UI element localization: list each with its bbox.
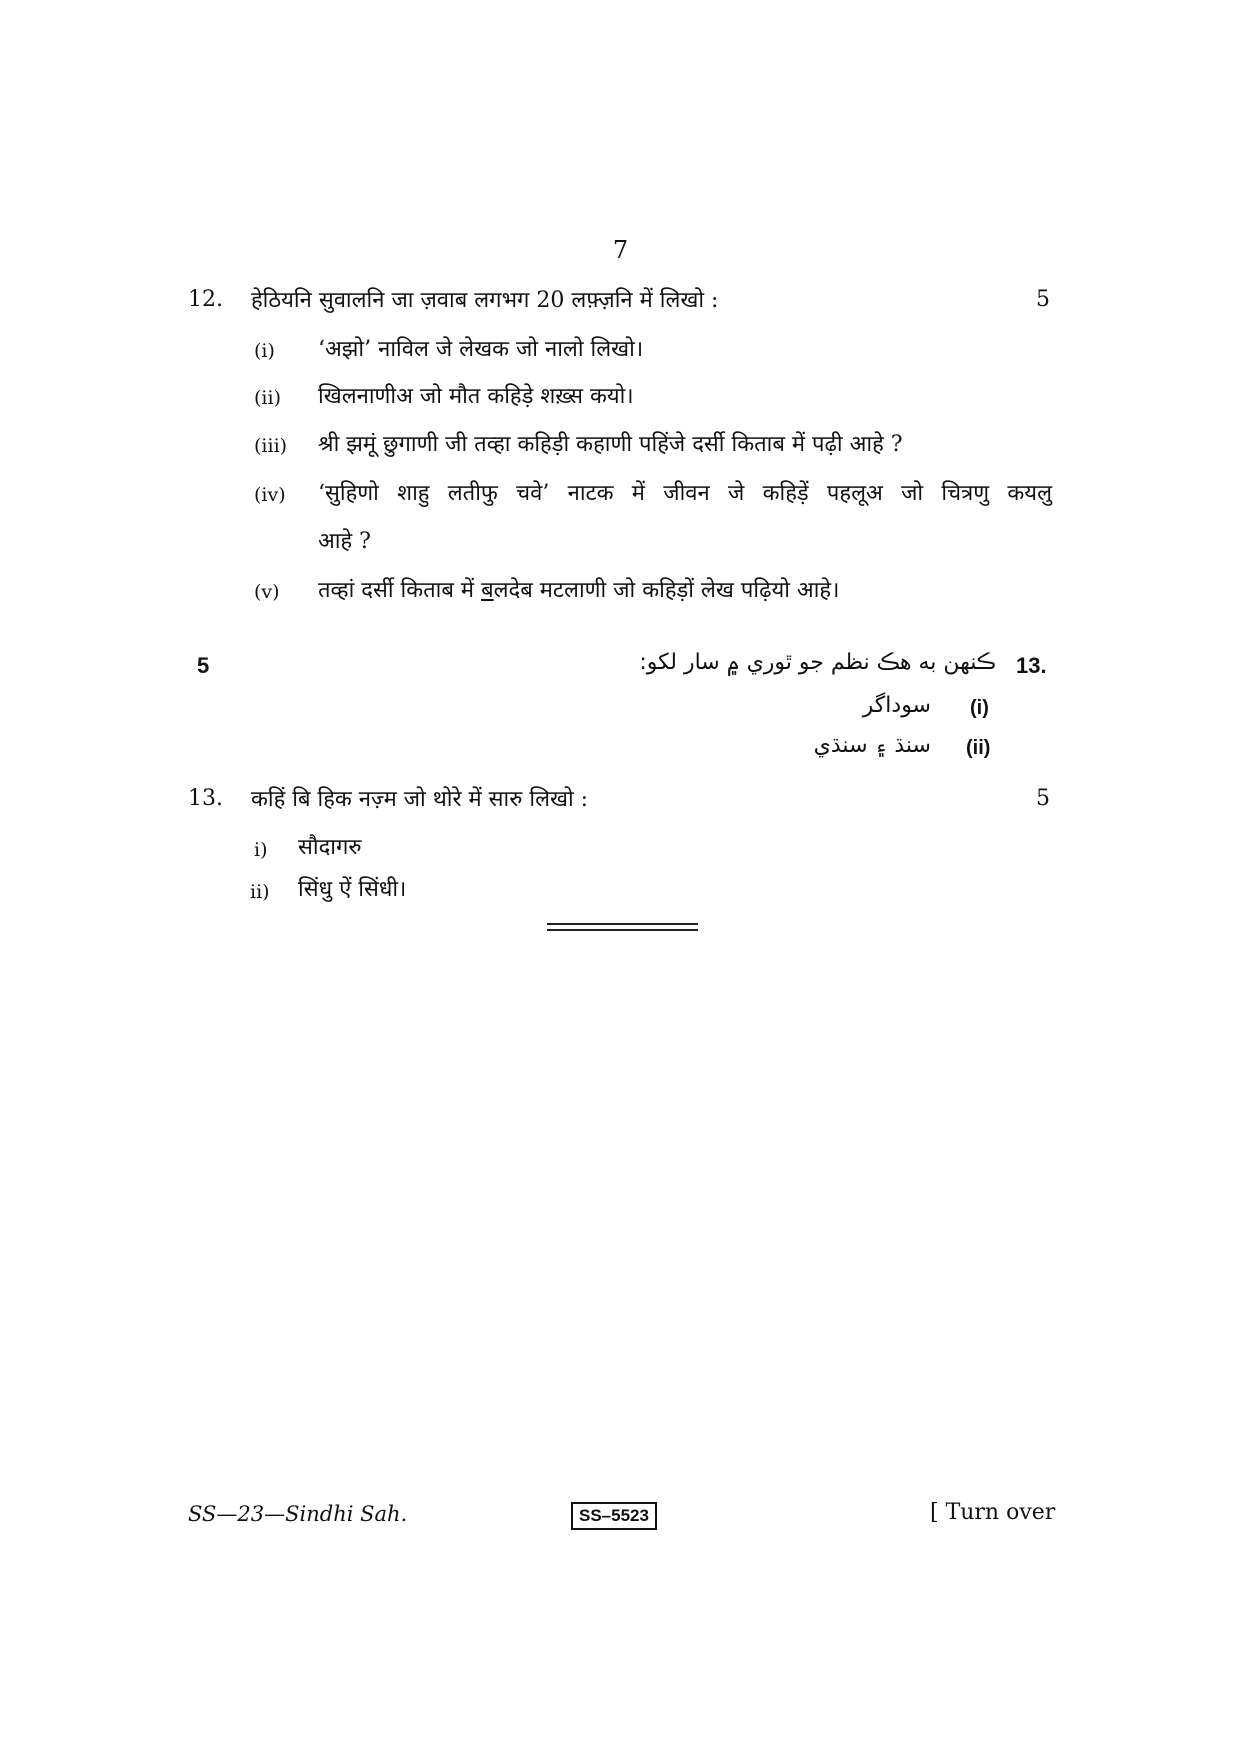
question-number: 12. bbox=[188, 287, 223, 312]
item-text-part: तव्हां दर्सी किताब में bbox=[318, 578, 482, 603]
item-text: सिंधु ऐं सिंधी। bbox=[298, 877, 407, 902]
item-text-continued: आहे ? bbox=[318, 529, 371, 554]
marks: 5 bbox=[1036, 786, 1050, 811]
item-text: سوداگر bbox=[862, 693, 931, 718]
footer-series-box: SS–5523 bbox=[571, 1502, 657, 1530]
question-text: ڪنهن به هڪ نظم جو ٿوري ۾ سار لکو: bbox=[639, 650, 996, 675]
item-text: ‘अझो’ नाविल जे लेखक जो नालो लिखो। bbox=[318, 337, 644, 362]
divider-rule bbox=[547, 929, 698, 931]
item-text bbox=[318, 428, 903, 458]
item-text-part: लदेब मटलाणी जो कहिड़ों लेख पढ़ियो आहे। bbox=[493, 578, 840, 603]
item-label: (ii) bbox=[254, 387, 281, 409]
item-text: سنڌ ۽ سنڌي bbox=[813, 733, 931, 758]
item-text bbox=[318, 574, 839, 604]
item-label: ii) bbox=[250, 881, 270, 903]
marks: 5 bbox=[197, 653, 210, 678]
item-label: (i) bbox=[254, 340, 275, 362]
question-text: हेठियनि सुवालनि जा ज़वाब लगभग 20 लफ़्ज़नि में लिखो : bbox=[251, 288, 719, 313]
footer-paper-code: SS—23—Sindhi Sah. bbox=[188, 1502, 408, 1526]
marks: 5 bbox=[1036, 287, 1050, 312]
divider-rule bbox=[547, 923, 698, 925]
turn-over-label: [ Turn over bbox=[930, 1500, 1056, 1525]
item-label: (i) bbox=[970, 697, 989, 719]
item-text: ‘सुहिणो शाहु लतीफु चवे’ नाटक में जीवन जे कहिड़ें पहलूअ जो चित्रणु कयलु bbox=[318, 481, 1052, 506]
question-number: 13. bbox=[1016, 653, 1047, 678]
page-number: 7 bbox=[612, 236, 629, 264]
item-label: i) bbox=[254, 839, 268, 861]
item-text: खिलनाणीअ जो मौत कहिड़े शख़्स कयो। bbox=[318, 384, 634, 409]
underlined-letter: ब bbox=[481, 578, 494, 603]
item-label: (v) bbox=[254, 581, 280, 603]
item-label: (iv) bbox=[254, 484, 286, 506]
item-label: (iii) bbox=[254, 435, 288, 457]
item-label: (ii) bbox=[966, 737, 991, 759]
item-text-part: णी जी तव्हा कहिड़ी कहाणी पहिंजे दर्सी किताब में पढ़ी आहे ? bbox=[416, 432, 903, 457]
item-text-part: श्री झमूं छुग bbox=[318, 432, 417, 457]
question-number: 13. bbox=[188, 786, 223, 811]
question-text: कहिं बि हिक नज़्म जो थोरे में सारु लिखो : bbox=[251, 787, 589, 812]
item-text: सौदागरु bbox=[298, 835, 362, 860]
